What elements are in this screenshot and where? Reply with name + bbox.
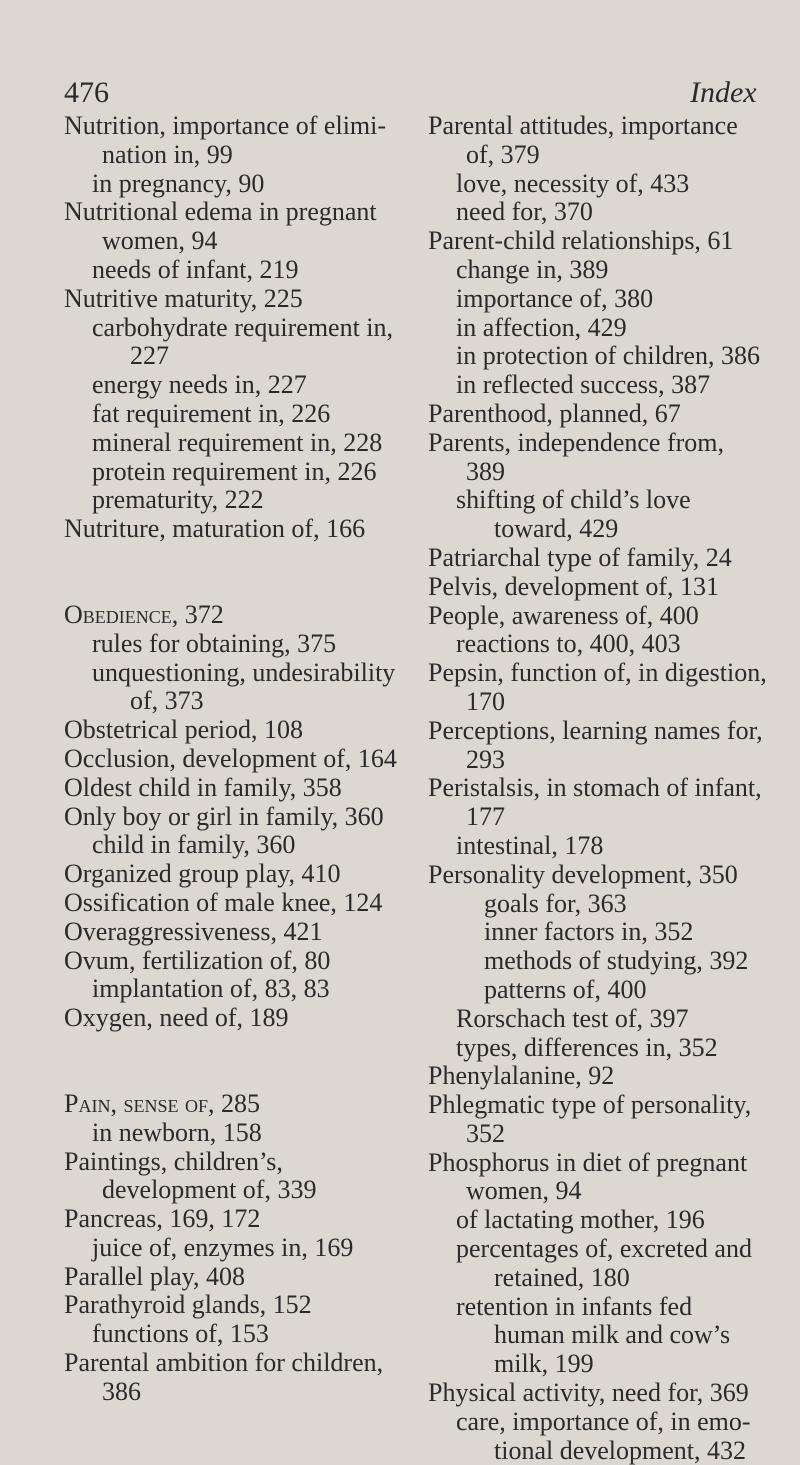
index-entry: Occlusion, development of, 164	[64, 743, 397, 773]
index-subentry: in reflected success, 387	[456, 370, 711, 400]
index-entry: Nutriture, maturation of, 166	[64, 514, 366, 544]
index-subentry: mineral requirement in, 228	[92, 427, 383, 457]
index-subentry: change in, 389	[456, 254, 609, 284]
index-subentry: functions of, 153	[92, 1319, 269, 1349]
index-entry: Only boy or girl in family, 360	[64, 801, 384, 831]
index-entry: Pancreas, 169, 172	[64, 1204, 261, 1234]
index-subentry: patterns of, 400	[484, 974, 647, 1004]
index-entry: Parents, independence from, 389	[428, 427, 725, 486]
page-number: 476	[64, 76, 109, 109]
index-subentry: importance of, 380	[456, 283, 654, 313]
index-entry: Parallel play, 408	[64, 1261, 245, 1291]
index-subentry: inner factors in, 352	[484, 917, 694, 947]
left-index-column	[64, 112, 400, 1407]
index-entry: Pain, sense of, 285	[64, 1088, 260, 1118]
index-subentry: in newborn, 158	[92, 1117, 262, 1147]
index-entry: Phenylalanine, 92	[428, 1061, 615, 1091]
index-subentry: rules for obtaining, 375	[92, 628, 337, 658]
index-entry: Organized group play, 410	[64, 859, 341, 889]
section-gap	[64, 544, 400, 601]
index-entry: Phosphorus in diet of pregnant women, 94	[428, 1147, 748, 1206]
index-entry: People, awareness of, 400	[428, 600, 699, 630]
index-entry: Physical activity, need for, 369	[428, 1378, 749, 1408]
index-subentry: methods of studying, 392	[484, 946, 749, 976]
index-subentry: shifting of child’s love toward, 429	[456, 485, 691, 544]
index-entry: Pelvis, development of, 131	[428, 571, 720, 601]
index-entry: Perceptions, learning names for, 293	[428, 715, 763, 774]
running-title: Index	[690, 76, 757, 109]
index-entry: Parent-child relationships, 61	[428, 226, 734, 256]
index-subentry: in protection of children, 386	[456, 341, 760, 371]
index-subentry: implantation of, 83, 83	[92, 974, 330, 1004]
index-subentry: intestinal, 178	[456, 830, 604, 860]
index-subentry: types, differences in, 352	[456, 1032, 718, 1062]
index-subentry: retention in infants fed human milk and cow’s milk, 199	[456, 1291, 731, 1379]
index-entry: Oxygen, need of, 189	[64, 1003, 289, 1033]
index-subentry: in affection, 429	[456, 312, 627, 342]
index-entry: Parenthood, planned, 67	[428, 398, 681, 428]
index-subentry: percentages of, excreted and retained, 180	[456, 1234, 752, 1292]
index-entry: Pepsin, function of, in digestion, 170	[428, 658, 767, 716]
index-entry: Ovum, fertilization of, 80	[64, 945, 331, 975]
index-entry: Phlegmatic type of personality, 352	[428, 1090, 752, 1148]
index-subentry: juice of, enzymes in, 169	[92, 1232, 354, 1262]
index-entry: Nutritive maturity, 225	[64, 283, 303, 313]
index-entry: Overaggressiveness, 421	[64, 916, 323, 946]
section-gap	[64, 1033, 400, 1090]
index-entry: Oldest child in family, 358	[64, 772, 342, 802]
index-subentry: of lactating mother, 196	[456, 1205, 705, 1235]
index-entry: Parathyroid glands, 152	[64, 1290, 312, 1320]
index-entry: Paintings, children’s, development of, 339	[64, 1146, 317, 1205]
index-entry: Peristalsis, in stomach of infant, 177	[428, 773, 762, 832]
index-entry: Ossification of male knee, 124	[64, 887, 383, 917]
index-entry: Parental ambition for children, 386	[64, 1348, 384, 1406]
index-subentry: love, necessity of, 433	[456, 168, 690, 198]
index-subentry: carbohydrate requirement in, 227	[92, 312, 394, 371]
index-subentry: prematurity, 222	[92, 485, 264, 515]
index-entry: Parental attitudes, importance of, 379	[428, 111, 738, 169]
index-subentry: Rorschach test of, 397	[456, 1003, 689, 1033]
index-subentry: in pregnancy, 90	[92, 168, 265, 198]
index-subentry: unquestioning, undesirability of, 373	[92, 657, 396, 716]
index-entry: Obedience, 372	[64, 599, 224, 629]
index-subentry: goals for, 363	[484, 888, 627, 918]
index-entry: Nutritional edema in pregnant women, 94	[64, 197, 377, 256]
index-entry: Nutrition, importance of elimi-nation in, 99	[64, 111, 387, 169]
index-subentry: energy needs in, 227	[92, 370, 307, 400]
index-subentry: child in family, 360	[92, 830, 296, 860]
index-subentry: needs of infant, 219	[92, 254, 299, 284]
index-entry: Patriarchal type of family, 24	[428, 542, 732, 572]
index-subentry: need for, 370	[456, 197, 593, 227]
index-entry: Obstetrical period, 108	[64, 715, 303, 745]
index-entry: Personality development, 350	[428, 859, 738, 889]
index-subentry: reactions to, 400, 403	[456, 629, 681, 659]
index-subentry: fat requirement in, 226	[92, 398, 331, 428]
index-subentry: care, importance of, in emo-tional development, 432	[456, 1406, 751, 1465]
right-index-column	[428, 112, 768, 1465]
index-subentry: protein requirement in, 226	[92, 456, 377, 486]
